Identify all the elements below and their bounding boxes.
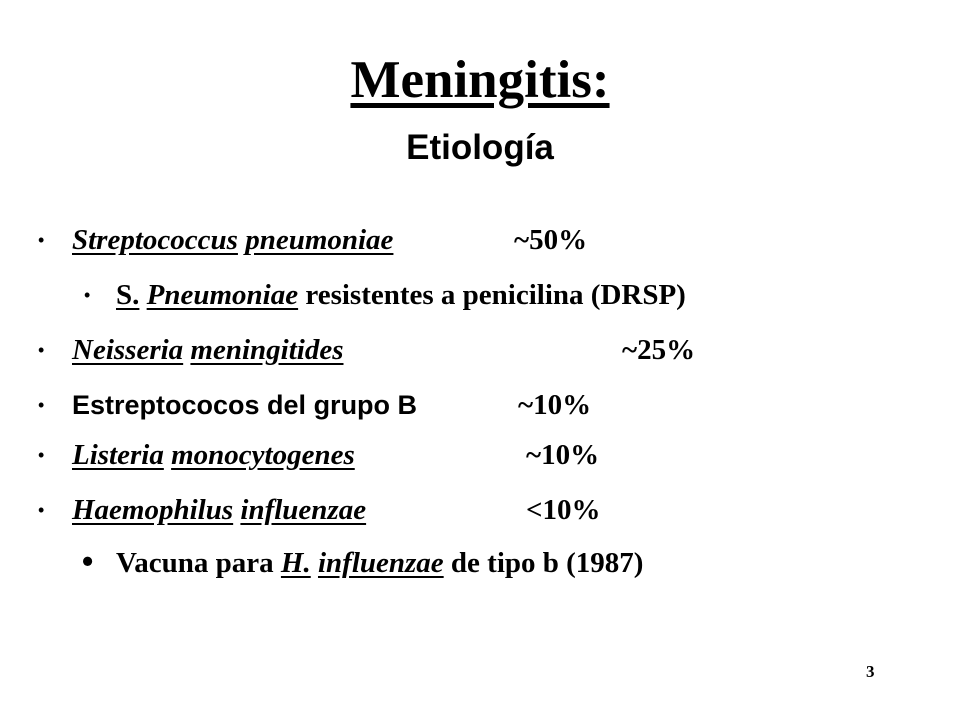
bullet-icon: • [82,543,94,579]
bullet-icon: • [84,285,91,305]
bullet-icon: • [38,340,45,360]
list-item-drsp [0,275,960,315]
percentage: ~10% [526,439,600,471]
percentage: <10% [526,494,601,526]
list-item-vacuna [0,543,960,583]
subitem-text: S. Pneumoniae resistentes a penicilina (DRSP) [116,279,686,311]
list-item-haemophilus [0,490,960,530]
subitem-text: Vacuna para H. influenzae de tipo b (1987) [116,547,644,579]
organism-name: Neisseria meningitides [72,334,344,366]
list-item-estreptococos [0,385,960,425]
bullet-icon: • [38,500,45,520]
page-number: 3 [866,662,875,681]
bullet-icon: • [38,445,45,465]
organism-name: Streptococcus pneumoniae [72,224,394,256]
list-item-streptococcus [0,220,960,260]
slide-subtitle: Etiología [406,128,554,167]
percentage: ~25% [622,334,696,366]
bullet-icon: • [38,395,45,415]
list-item-neisseria [0,330,960,370]
bullet-icon: • [38,230,45,250]
organism-name: Haemophilus influenzae [72,494,367,526]
organism-name: Listeria monocytogenes [72,439,355,471]
percentage: ~10% [518,389,592,421]
slide-title: Meningitis: [350,51,610,109]
percentage: ~50% [514,224,588,256]
organism-name: Estreptococos del grupo B [72,390,418,420]
list-item-listeria [0,435,960,475]
